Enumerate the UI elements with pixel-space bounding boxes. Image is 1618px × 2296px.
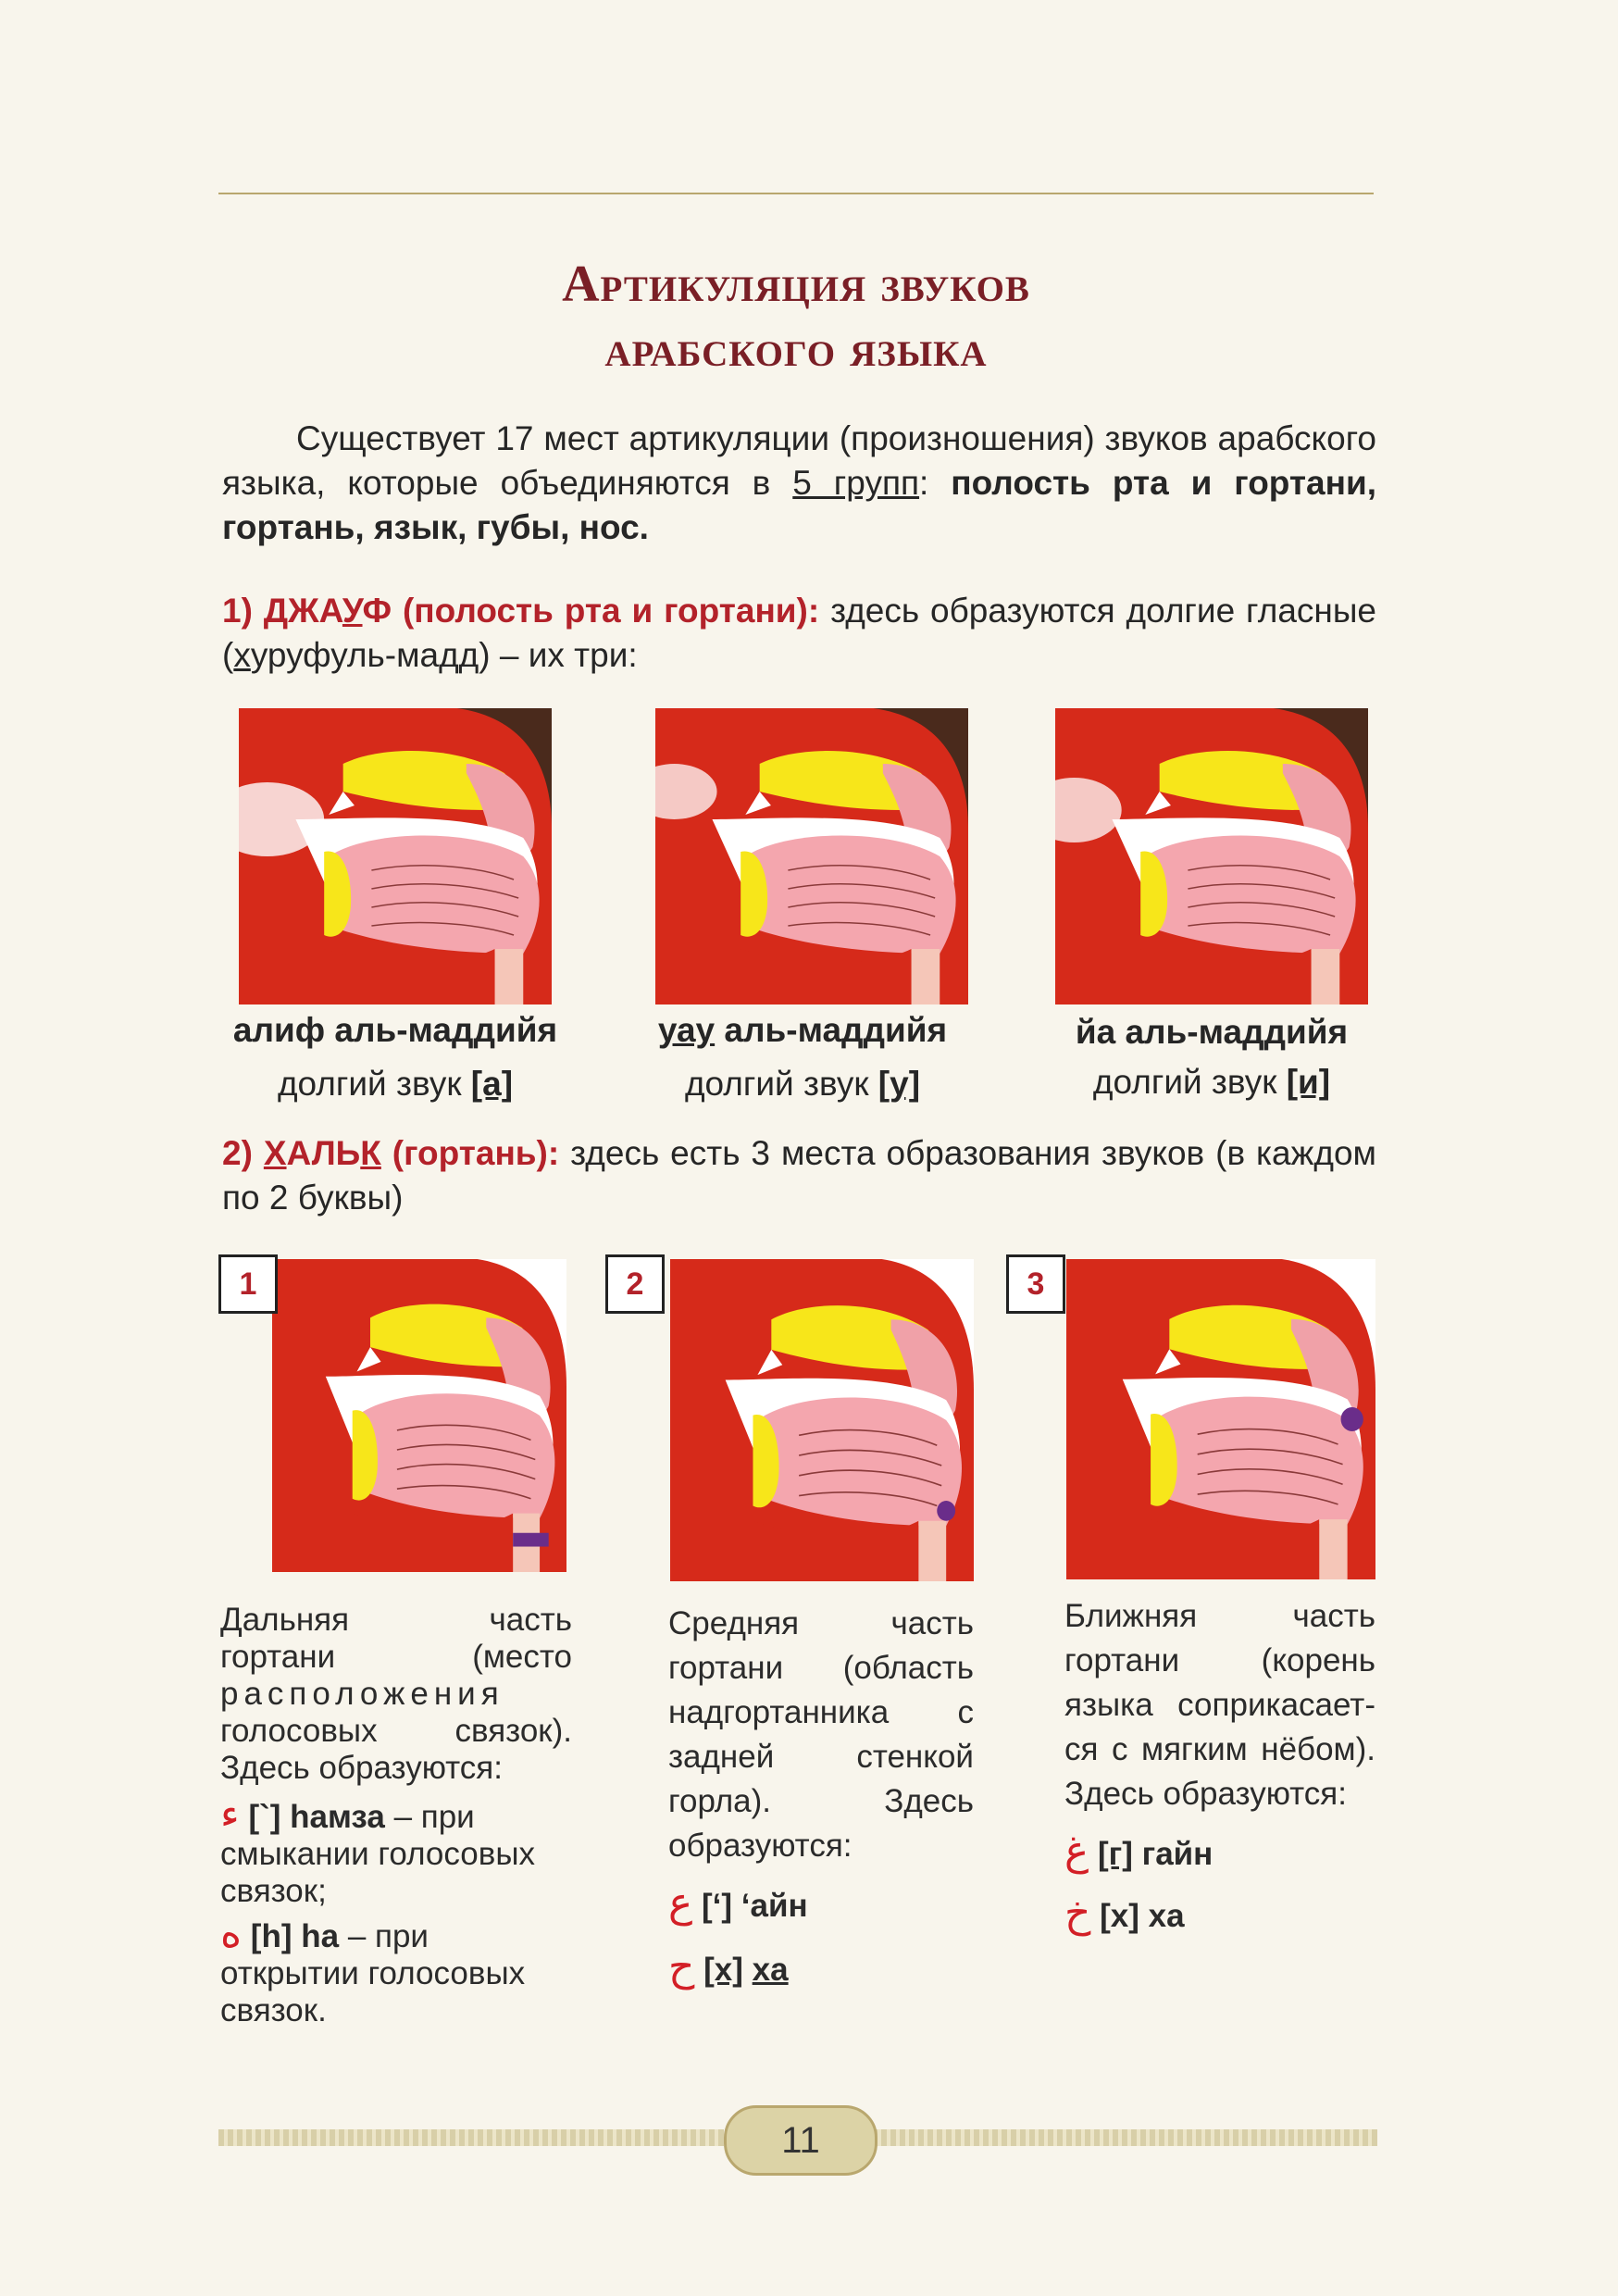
diagram-alif — [239, 708, 552, 1004]
desc-line: надгортанника с — [668, 1694, 974, 1730]
letter-entry-hamza — [220, 1791, 572, 1910]
vowel-1-sub-prefix: долгий звук — [277, 1065, 471, 1103]
section-2-paragraph — [222, 1131, 1376, 1220]
page-title-line-2: арабского языка — [604, 320, 988, 378]
desc-line: языка соприкасает- — [1064, 1687, 1375, 1723]
section-2-name-b: АЛЬ — [286, 1134, 361, 1172]
intro-paragraph — [222, 417, 1376, 550]
section-1-number: 1) — [222, 592, 264, 630]
footer-ornament-left — [218, 2129, 724, 2146]
desc-line: Дальняя часть — [220, 1602, 572, 1638]
throat-number-1: 1 — [218, 1254, 278, 1314]
throat-2-description — [668, 1602, 974, 1992]
desc-line: горла). Здесь — [668, 1783, 974, 1819]
diagram-ya — [1055, 708, 1368, 1004]
letter-desc: – при открытии голосовых связок. — [220, 1918, 526, 2028]
letter-name: ‘айн — [741, 1888, 808, 1924]
letter-entry-ha2 — [668, 1945, 974, 1992]
diagram-throat-middle — [670, 1259, 974, 1581]
letter-name: ха — [752, 1952, 789, 1988]
section-2-number: 2) — [222, 1134, 264, 1172]
vowel-1-sound: [а] — [470, 1065, 514, 1103]
arabic-letter: ء — [220, 1791, 240, 1838]
diagram-uau — [655, 708, 968, 1004]
page-title-line-1: Артикуляция звуков — [562, 256, 1030, 313]
vowel-2-subtitle — [608, 1065, 997, 1104]
throat-number-3: 3 — [1006, 1254, 1065, 1314]
vowel-3-sound: [и] — [1286, 1063, 1331, 1101]
vowel-1-subtitle — [201, 1065, 590, 1104]
arabic-letter: غ — [1064, 1828, 1089, 1875]
throat-1-description — [220, 1602, 572, 2029]
diagram-throat-near — [1066, 1259, 1375, 1579]
vowel-2-sub-prefix: долгий звук — [684, 1065, 878, 1103]
vowel-2-title-u: уау — [657, 1011, 716, 1049]
section-2-paren: (гортань): — [380, 1134, 560, 1172]
vowel-1-title: алиф аль-маддийя — [232, 1011, 558, 1049]
page-number: 11 — [724, 2105, 877, 2176]
letter-name: ха — [1148, 1898, 1185, 1934]
letter-desc: – при смыкании голосовых связок; — [220, 1799, 536, 1909]
vowel-2-title — [608, 1011, 997, 1050]
letter-symbol: [х] — [1100, 1898, 1139, 1934]
desc-line: гортани (область — [668, 1650, 974, 1686]
letter-entry-ghayn — [1064, 1829, 1375, 1877]
section-1-name-f: Ф — [362, 592, 392, 630]
term-part-1: х — [233, 636, 251, 674]
groups-list: полость рта и гортани, гортань, язык, губы, нос. — [222, 464, 1376, 546]
desc-line: Здесь образуются: — [220, 1750, 503, 1786]
letter-entry-kha — [1064, 1891, 1375, 1939]
throat-3-description — [1064, 1594, 1375, 1939]
footer-ornament-right — [872, 2129, 1377, 2146]
desc-line: образуются: — [668, 1828, 853, 1864]
letter-name: hамза — [290, 1799, 385, 1835]
desc-line: Ближняя часть — [1064, 1598, 1375, 1634]
vowel-3-subtitle — [1017, 1063, 1406, 1102]
letter-symbol: [`] — [248, 1799, 281, 1835]
arabic-letter: ع — [668, 1879, 693, 1927]
section-1-name-u: У — [342, 592, 363, 630]
section-1-paragraph — [222, 589, 1376, 678]
desc-line: ся с мягким нёбом). — [1064, 1731, 1375, 1767]
letter-entry-ayn — [668, 1881, 974, 1928]
vowel-3-title: йа аль-маддийя — [1075, 1013, 1349, 1051]
desc-line: гортани (корень — [1064, 1642, 1375, 1678]
section-1-text: здесь образуются долгие гласные ( — [222, 592, 1376, 674]
section-2-name-c: К — [360, 1134, 381, 1172]
arabic-letter: خ — [1064, 1890, 1091, 1937]
letter-name: ha — [301, 1918, 340, 1954]
intro-text: Существует 17 мест артикуляции (произношения) звуков арабского языка, которые объединяются в — [222, 419, 1376, 502]
section-1-name-a: ДЖА — [263, 592, 342, 630]
section-2-text: здесь есть 3 места образования звуков (в каждом по 2 буквы) — [222, 1134, 1376, 1217]
desc-line: Здесь образуются: — [1064, 1776, 1347, 1812]
desc-line: голосовых связок). — [220, 1713, 572, 1749]
vowel-2-sound: [у] — [877, 1065, 921, 1103]
arabic-letter: ه — [220, 1910, 243, 1957]
term-part-3: фуль-мадд) – их три: — [303, 636, 638, 674]
letter-symbol: [h] — [250, 1918, 292, 1954]
vowel-3-sub-prefix: долгий звук — [1092, 1063, 1287, 1101]
desc-line: гортани (место — [220, 1639, 572, 1675]
letter-symbol: [х] — [703, 1952, 743, 1988]
arabic-letter: ح — [668, 1943, 695, 1990]
desc-line: Средняя часть — [668, 1605, 974, 1641]
letter-symbol: [‘] — [702, 1888, 733, 1924]
top-divider — [218, 193, 1374, 194]
diagram-throat-far — [272, 1259, 566, 1572]
throat-number-2: 2 — [605, 1254, 665, 1314]
term-part-2: уру — [250, 636, 304, 674]
section-2-name-a: Х — [263, 1134, 287, 1172]
desc-line: расположения — [220, 1676, 504, 1712]
letter-symbol: [г] — [1098, 1836, 1133, 1872]
desc-line: задней стенкой — [668, 1739, 974, 1775]
intro-colon: : — [919, 464, 952, 502]
letter-name: гайн — [1141, 1836, 1214, 1872]
vowel-2-title-rest: аль-маддийя — [715, 1011, 948, 1049]
groups-count-link: 5 групп — [792, 464, 920, 502]
section-1-paren: (полость рта и гортани): — [392, 592, 820, 630]
letter-entry-ha — [220, 1910, 572, 2029]
